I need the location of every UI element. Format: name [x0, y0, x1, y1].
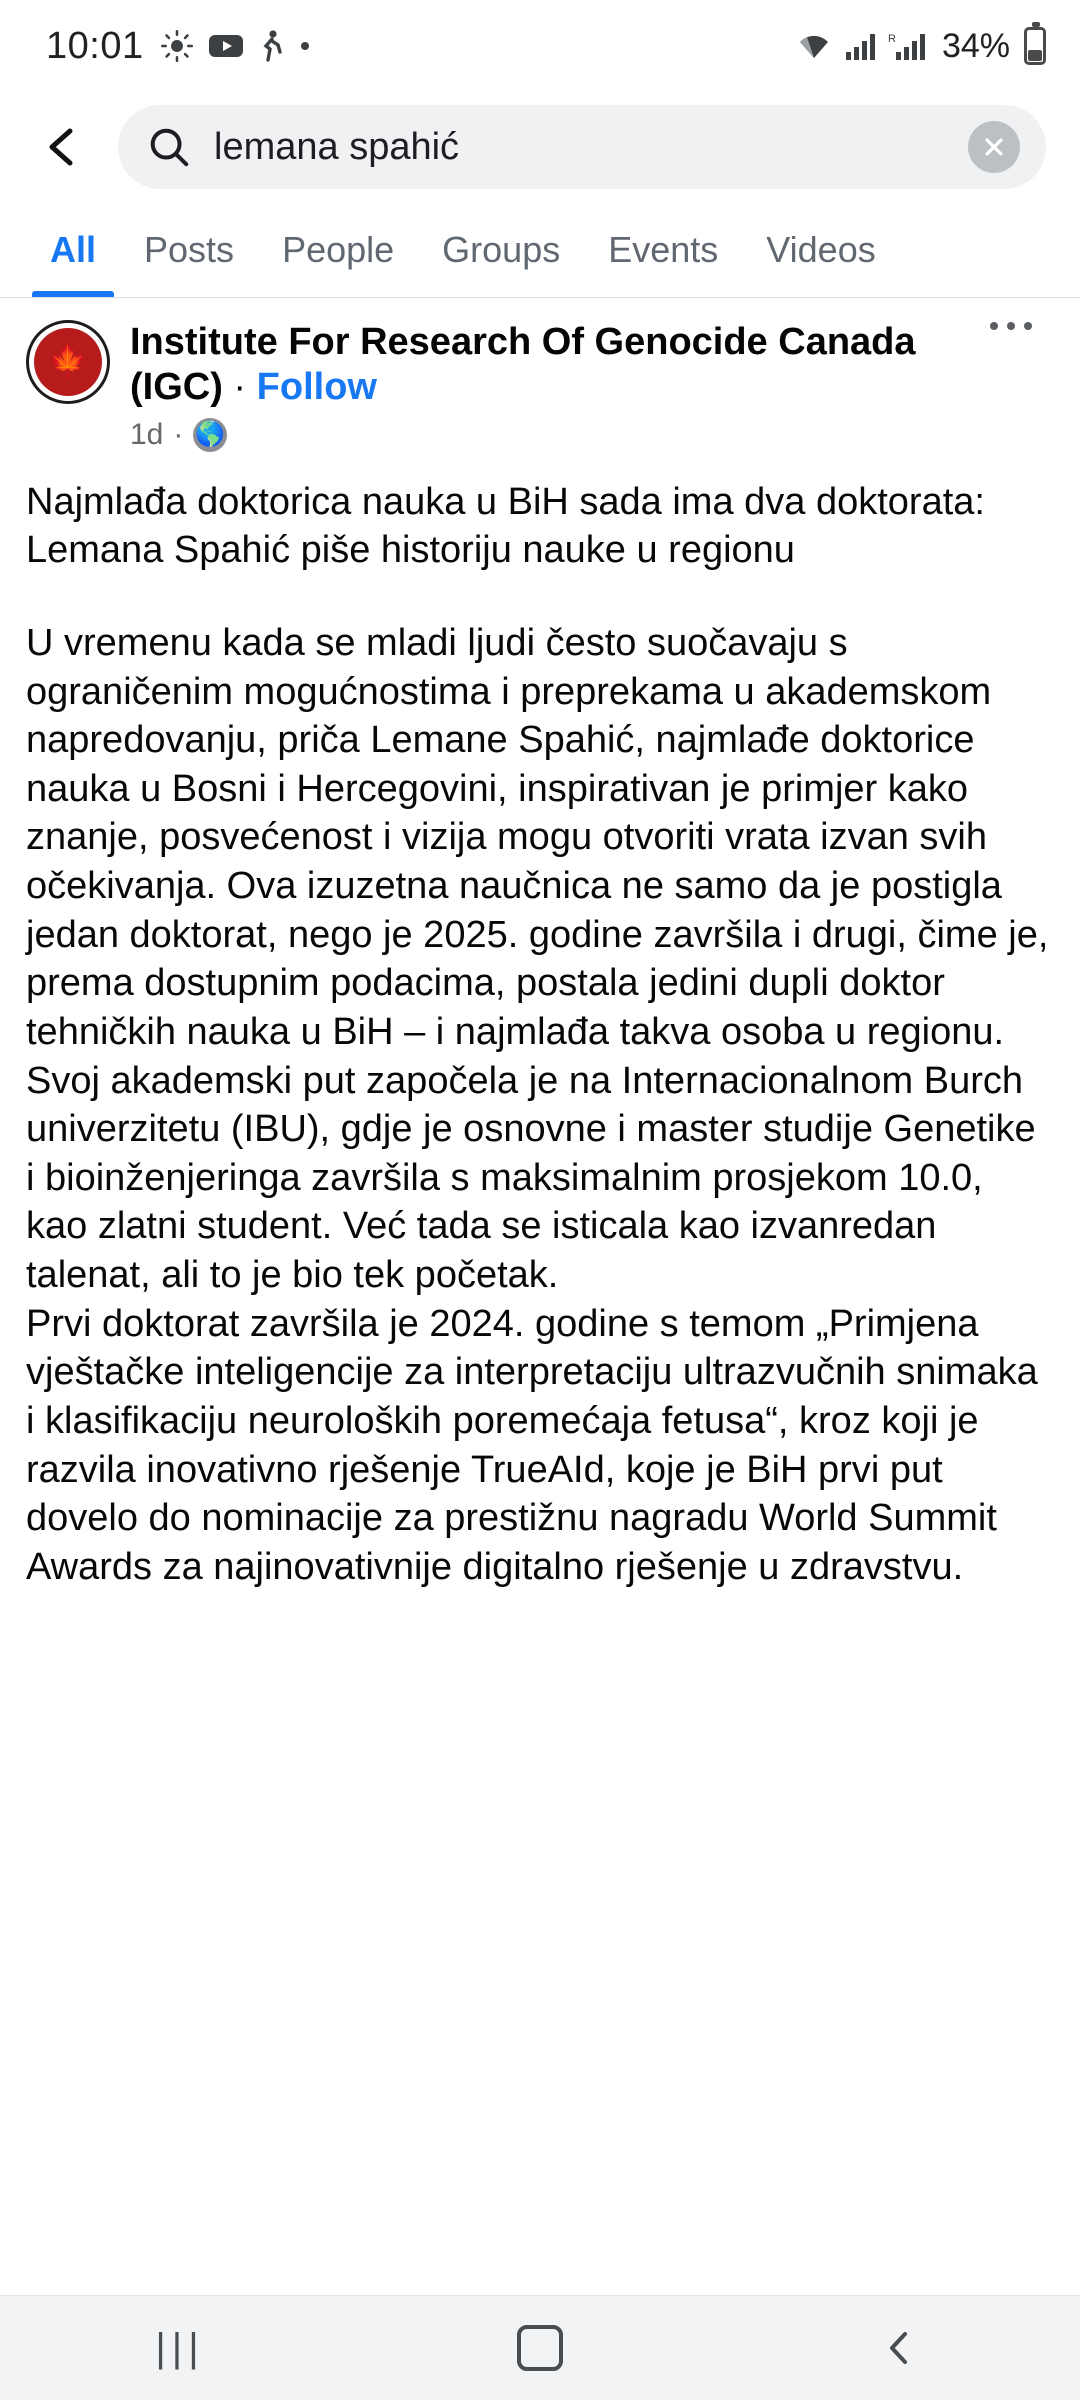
- post-author[interactable]: [130, 320, 956, 410]
- status-bar: [0, 0, 1080, 92]
- home-icon: [517, 2325, 563, 2371]
- recents-icon: |||: [155, 2325, 205, 2370]
- close-icon: [979, 132, 1009, 162]
- running-app-icon: [258, 29, 284, 63]
- follow-button[interactable]: Follow: [256, 365, 377, 408]
- maple-leaf-icon: 🍁: [49, 345, 87, 378]
- content-fade: [0, 2235, 1080, 2295]
- system-back-button[interactable]: [820, 2296, 980, 2400]
- status-time: 10:01: [46, 24, 144, 67]
- post-timestamp: 1d: [130, 417, 164, 451]
- back-icon: [883, 2326, 917, 2370]
- globe-icon: 🌎: [193, 418, 227, 452]
- search-filter-tabs: [0, 202, 1080, 298]
- signal-roaming-icon: [888, 29, 928, 63]
- tab-videos[interactable]: Videos: [766, 228, 876, 270]
- tab-posts[interactable]: Posts: [144, 228, 235, 270]
- post-paragraph-1: U vremenu kada se mladi ljudi često suočavaju s ograničenim mogućnostima i preprekama u akademskom napredovanju, priča Lemane Spahić, najmlađe doktorice nauka u Bosni i Hercegovini, inspirativan je primjer kako znanje, posvećenost i vizija mogu otvoriti vrata izvan svih očekivanja. Ova izuzetna naučnica ne samo da je postigla jedan doktorat, nego je 2025. godine završila i drugi, čime je, prema dostupnim podacima, postala jedini dupli doktor tehničkih nauka u BiH – i najmlađa takva osoba u regionu.: [26, 621, 1049, 1053]
- post-body[interactable]: [0, 452, 1080, 1592]
- youtube-icon: [208, 32, 244, 60]
- post-meta-separator: ·: [173, 417, 184, 451]
- svg-text:R: R: [887, 33, 896, 45]
- search-input[interactable]: [118, 105, 1046, 189]
- tab-events[interactable]: Events: [608, 228, 719, 270]
- search-header: [0, 92, 1080, 202]
- tab-all[interactable]: All: [26, 202, 120, 297]
- clear-search-button[interactable]: [968, 121, 1020, 173]
- battery-icon: [1024, 27, 1046, 65]
- post-paragraph-2: Svoj akademski put započela je na Internacionalnom Burch univerzitetu (IBU), gdje je osnovne i master studije Genetike i bioinženjeringa završila s maksimalnim prosjekom 10.0, kao zlatni student. Već tada se isticala kao izvanredan talenat, ali to je bio tek početak.: [26, 1059, 1036, 1297]
- brightness-icon: [160, 29, 194, 63]
- post-more-options-button[interactable]: [976, 316, 1046, 336]
- search-icon: [146, 124, 192, 170]
- search-query-text[interactable]: lemana spahić: [214, 125, 460, 168]
- avatar-emblem: [34, 328, 102, 396]
- wifi-icon: [794, 29, 834, 63]
- tab-people[interactable]: People: [282, 228, 395, 270]
- post-paragraph-3: Prvi doktorat završila je 2024. godine s temom „Primjena vještačke inteligencije za interpretaciju ultrazvučnih snimaka i klasifikaciju neuroloških poremećaja fetusa“, kroz koji je razvila inovativno rješenje TrueAId, koje je BiH prvi put dovelo do nominacije za prestižnu nagradu World Summit Awards za najinovativnije digitalno rješenje u zdravstvu.: [26, 1302, 1038, 1588]
- post-meta: [130, 320, 956, 452]
- post-header: [0, 298, 1080, 452]
- battery-percentage: 34%: [941, 26, 1010, 65]
- dot-icon: [298, 39, 312, 53]
- back-button[interactable]: [24, 107, 104, 187]
- signal-icon: [844, 29, 878, 63]
- status-notification-icons: [160, 29, 312, 63]
- tab-groups[interactable]: Groups: [442, 228, 561, 270]
- status-bar-right: [794, 27, 1046, 66]
- avatar[interactable]: [26, 320, 110, 404]
- post-headline: Najmlađa doktorica nauka u BiH sada ima dva doktorata: Lemana Spahić piše historiju nauke u regionu: [26, 480, 985, 572]
- recents-button[interactable]: [100, 2296, 260, 2400]
- more-options-icon: [987, 316, 1035, 336]
- home-button[interactable]: [460, 2296, 620, 2400]
- post-author-separator: ·: [222, 365, 257, 408]
- system-navigation-bar: [0, 2295, 1080, 2400]
- post-author-name[interactable]: Institute For Research Of Genocide Canada (IGC): [130, 321, 916, 408]
- post-subheader: [130, 418, 956, 452]
- search-results-feed[interactable]: [0, 298, 1080, 2295]
- back-chevron-icon: [42, 123, 86, 171]
- status-bar-left: [46, 25, 794, 68]
